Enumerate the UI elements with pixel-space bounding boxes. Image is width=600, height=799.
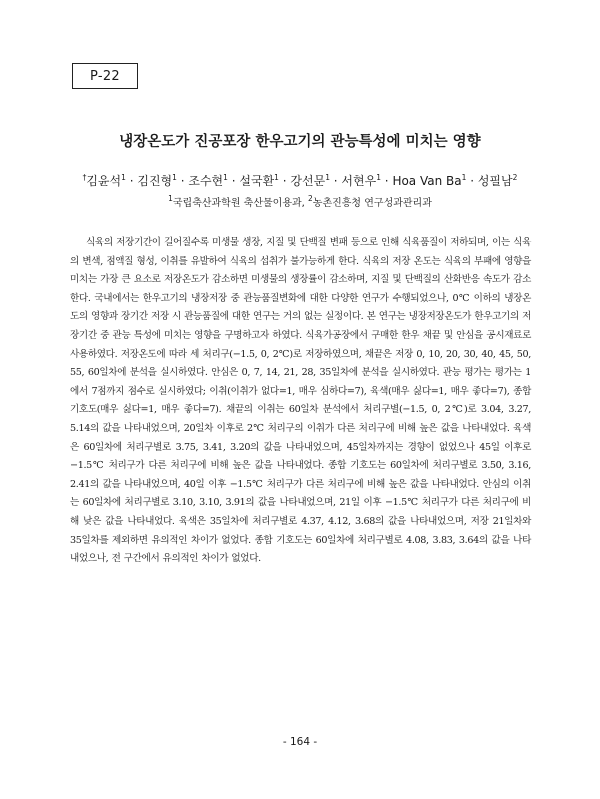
author-affiliation-mark: 1: [223, 173, 228, 182]
paper-title: 냉장온도가 진공포장 한우고기의 관능특성에 미치는 영향: [119, 134, 481, 150]
affiliation-line: [40, 194, 560, 209]
affiliation-text: 농촌진흥청 연구성과관리과: [312, 198, 432, 209]
author-name: 서현우: [341, 174, 377, 188]
author-affiliation-mark: 1: [461, 173, 467, 182]
author-name: 설국환: [239, 174, 275, 188]
author-name: 강선문: [290, 174, 326, 188]
corresponding-author-mark: †: [82, 173, 87, 182]
author-affiliation-mark: 1: [121, 173, 126, 182]
author-affiliation-mark: 1: [274, 173, 279, 182]
author-name: 김진형: [137, 174, 173, 188]
affiliation-number: 1: [168, 194, 173, 203]
abstract-body: 식육의 저장기간이 길어질수록 미생물 생장, 지질 및 단백질 변패 등으로 인해 식육품질이 저하되며, 이는 식육의 변색, 점액질 형성, 이취를 유발하여 식육의 섭취가 불가능하게 한다. 식육의 저장 온도는 식육의 부패에 영향을 미치는 가장 큰 요소로 저장온도가 감소하면 미생물의 생장률이 감소하며, 지질 및 단백질의 산화반응 속도가 감소한다. 국내에서는 한우고기의 냉장저장 중 관능품질변화에 대한 다양한 연구가 수행되었으나, 0℃ 이하의 냉장온도의 영향과 장기간 저장 시 관능품질에 대한 연구는 거의 없는 실정이다. 본 연구는 냉장저장온도가 한우고기의 저장기간 중 관능 특성에 미치는 영향을 구명하고자 하였다. 식육가공장에서 구매한 한우 채끝 및 안심을 공시재료로 사용하였다. 저장온도에 따라 세 처리구(−1.5, 0, 2℃)로 저장하였으며, 채끝은 저장 0, 10, 20, 30, 40, 45, 50, 55, 60일차에 분석을 실시하였다. 안심은 0, 7, 14, 21, 28, 35일차에 분석을 실시하였다. 관능 평가는 평가는 1에서 7점까지 점수로 실시하였다; 이취(이취가 없다=1, 매우 심하다=7), 육색(매우 싫다=1, 매우 좋다=7), 종합 기호도(매우 싫다=1, 매우 좋다=7). 채끝의 이취는 60일차 분석에서 처리구별(−1.5, 0, 2℃)로 3.04, 3.27, 5.14의 값을 나타내었으며, 20일차 이후로 2℃ 처리구의 이취가 다른 처리구에 비해 높은 값을 나타내었다. 육색은 60일차에 처리구별로 3.75, 3.41, 3.20의 값을 나타내었으며, 45일차까지는 경향이 없었으나 45일 이후로 −1.5℃ 처리구가 다른 처리구에 비해 높은 값을 나타내었다. 종합 기호도는 60일차에 처리구별로 3.50, 3.16, 2.41의 값을 나타내었으며, 40일 이후 −1.5℃ 처리구가 다른 처리구에 비해 높은 값을 나타내었다. 안심의 이취는 60일차에 처리구별로 3.10, 3.10, 3.91의 값을 나타내었으며, 21일 이후 −1.5℃ 처리구가 다른 처리구에 비해 낮은 값을 나타내었다. 육색은 35일차에 처리구별로 4.37, 4.12, 3.68의 값을 나타내었으며, 저장 21일차와 35일차를 제외하면 유의적인 차이가 없었다. 종합 기호도는 60일차에 처리구별로 4.08, 3.83, 3.64의 값을 나타내었으나, 전 구간에서 유의적인 차이가 없었다.: [70, 237, 531, 565]
author-affiliation-mark: 1: [376, 173, 381, 182]
author-affiliation-mark: 1: [325, 173, 330, 182]
author-list: †김윤석$^1$ · 김진형$^1$ · 조수현$^1$ · 설국환$^1$ · 강선문$^1$ · 서현우$^1$ · Hoa Van $Ba^1$ · 성필남$^2$: [82, 173, 518, 188]
author-name: 조수현: [188, 174, 224, 188]
author-name: Hoa Van Ba: [392, 174, 462, 188]
author-name: 성필남: [477, 174, 513, 188]
affiliation-number: 2: [308, 194, 313, 203]
poster-number-box: P-22: [72, 63, 138, 89]
author-affiliation-mark: 2: [512, 173, 518, 182]
author-name: 김윤석: [86, 174, 122, 188]
page-number: - 164 -: [282, 736, 318, 748]
author-affiliation-mark: 1: [172, 173, 177, 182]
affiliation-text: 국립축산과학원 축산물이용과,: [172, 198, 305, 209]
